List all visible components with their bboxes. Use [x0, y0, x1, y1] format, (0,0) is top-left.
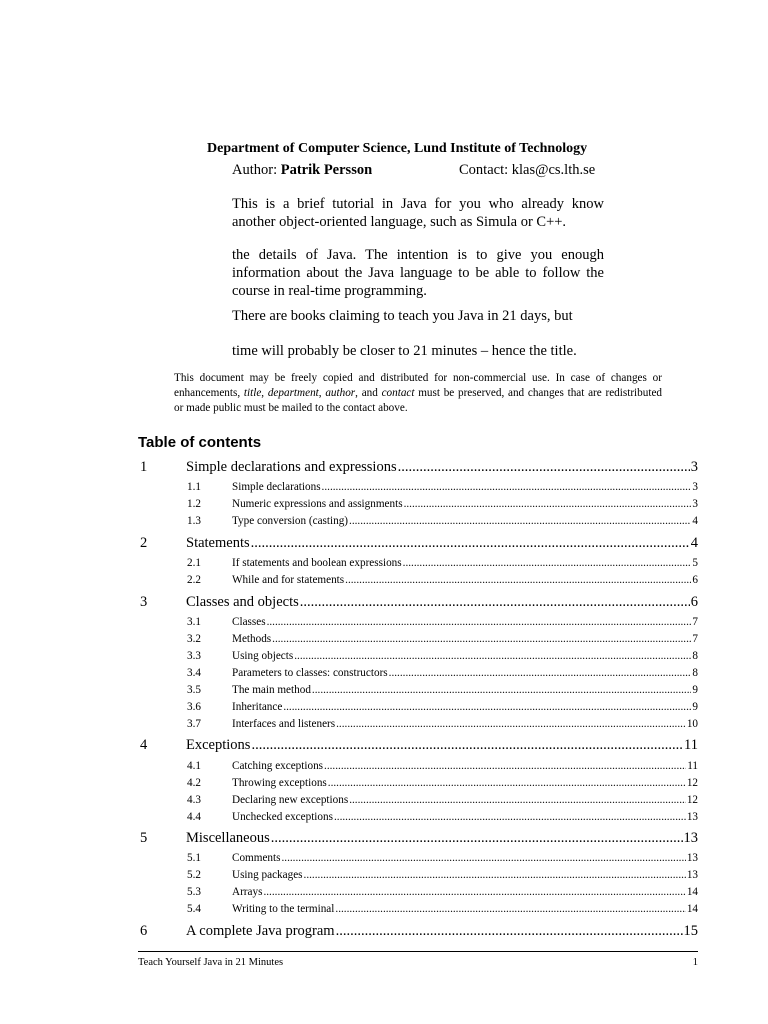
- toc-chapter-entry[interactable]: [140, 737, 698, 754]
- toc-entry-title: Simple declarations and expressions: [186, 459, 397, 475]
- toc-dot-leader: [281, 852, 685, 864]
- toc-entry-title: Unchecked exceptions: [232, 811, 333, 823]
- toc-entry-page: 15: [683, 923, 698, 939]
- author-label: Author:: [232, 162, 281, 178]
- toc-entry-number: 3.6: [187, 701, 201, 713]
- intro-paragraph-4: time will probably be closer to 21 minutes – hence the title.: [232, 343, 577, 359]
- toc-entry-title: Throwing exceptions: [232, 777, 327, 789]
- toc-section-entry[interactable]: [187, 852, 698, 864]
- author-line: [232, 162, 612, 179]
- toc-dot-leader: [389, 667, 692, 679]
- toc-dot-leader: [324, 760, 686, 772]
- toc-section-entry[interactable]: [187, 498, 698, 510]
- toc-entry-title: Using objects: [232, 650, 294, 662]
- toc-entry-number: 3: [140, 594, 148, 610]
- toc-section-entry[interactable]: [187, 886, 698, 898]
- toc-section-entry[interactable]: [187, 574, 698, 586]
- toc-entry-page: 3: [692, 498, 698, 510]
- toc-dot-leader: [334, 811, 686, 823]
- toc-chapter-entry[interactable]: [140, 594, 698, 611]
- toc-entry-page: 13: [683, 830, 698, 846]
- toc-section-entry[interactable]: [187, 794, 698, 806]
- toc-entry-page: 6: [690, 594, 698, 610]
- toc-entry-page: 9: [692, 701, 698, 713]
- toc-entry-page: 14: [686, 886, 698, 898]
- toc-entry-page: 7: [692, 633, 698, 645]
- toc-entry-number: 5.3: [187, 886, 201, 898]
- toc-dot-leader: [283, 701, 691, 713]
- toc-entry-number: 5: [140, 830, 148, 846]
- toc-entry-number: 3.2: [187, 633, 201, 645]
- toc-dot-leader: [263, 886, 685, 898]
- contact-info: Contact: klas@cs.lth.se: [459, 162, 596, 178]
- toc-section-entry[interactable]: [187, 718, 698, 730]
- toc-entry-page: 12: [686, 777, 698, 789]
- toc-entry-page: 9: [692, 684, 698, 696]
- copyright-notice: [174, 371, 662, 416]
- toc-entry-number: 3.4: [187, 667, 201, 679]
- toc-entry-title: Arrays: [232, 886, 263, 898]
- toc-entry-number: 1.2: [187, 498, 201, 510]
- toc-entry-title: Catching exceptions: [232, 760, 324, 772]
- toc-entry-number: 3.3: [187, 650, 201, 662]
- toc-entry-number: 5.4: [187, 903, 201, 915]
- toc-entry-page: 4: [692, 515, 698, 527]
- intro-paragraph-3: There are books claiming to teach you Java in 21 days, but: [232, 308, 573, 324]
- toc-entry-number: 5.1: [187, 852, 201, 864]
- toc-entry-title: Statements: [186, 535, 250, 551]
- toc-entry-title: Declaring new exceptions: [232, 794, 349, 806]
- toc-entry-number: 3.7: [187, 718, 201, 730]
- toc-dot-leader: [294, 650, 691, 662]
- toc-dot-leader: [300, 594, 690, 611]
- copyright-sep: ,: [261, 387, 268, 399]
- toc-dot-leader: [345, 574, 691, 586]
- toc-entry-number: 6: [140, 923, 148, 939]
- toc-section-entry[interactable]: [187, 760, 698, 772]
- toc-entry-page: 13: [686, 852, 698, 864]
- toc-dot-leader: [271, 830, 683, 847]
- toc-section-entry[interactable]: [187, 481, 698, 493]
- toc-section-entry[interactable]: [187, 633, 698, 645]
- toc-chapter-entry[interactable]: [140, 830, 698, 847]
- toc-section-entry[interactable]: [187, 650, 698, 662]
- author-name: Patrik Persson: [280, 162, 373, 178]
- footer-document-title: Teach Yourself Java in 21 Minutes: [138, 957, 284, 968]
- copyright-sep: , and: [355, 387, 382, 399]
- toc-dot-leader: [403, 557, 692, 569]
- toc-entry-page: 4: [690, 535, 698, 551]
- toc-entry-number: 2.2: [187, 574, 201, 586]
- toc-dot-leader: [267, 616, 692, 628]
- toc-entry-page: 6: [692, 574, 698, 586]
- toc-entry-title: Numeric expressions and assignments: [232, 498, 403, 510]
- toc-entry-title: Exceptions: [186, 737, 251, 753]
- toc-section-entry[interactable]: [187, 777, 698, 789]
- toc-entry-number: 4.3: [187, 794, 201, 806]
- toc-entry-title: Miscellaneous: [186, 830, 270, 846]
- toc-entry-page: 13: [686, 811, 698, 823]
- intro-paragraph-2: the details of Java. The intention is to give you enough information about the Java language to be able to follow the course in real-time programming.: [232, 247, 604, 299]
- toc-entry-number: 2: [140, 535, 148, 551]
- toc-entry-title: The main method: [232, 684, 311, 696]
- copyright-contact-term: contact: [381, 387, 415, 399]
- toc-entry-page: 3: [692, 481, 698, 493]
- toc-entry-title: Writing to the terminal: [232, 903, 335, 915]
- copyright-text: must be preserved, and changes that are redistributed or made public must be mailed to the contact above.: [174, 387, 663, 414]
- toc-dot-leader: [335, 903, 685, 915]
- toc-entry-page: 14: [686, 903, 698, 915]
- copyright-title-term: title: [243, 387, 262, 399]
- copyright-author-term: author: [325, 387, 356, 399]
- toc-dot-leader: [312, 684, 691, 696]
- toc-entry-title: Comments: [232, 852, 281, 864]
- copyright-sep: ,: [318, 387, 326, 399]
- toc-entry-page: 8: [692, 667, 698, 679]
- toc-entry-number: 1.3: [187, 515, 201, 527]
- toc-dot-leader: [336, 923, 683, 940]
- toc-entry-page: 10: [686, 718, 698, 730]
- toc-entry-title: Classes and objects: [186, 594, 299, 610]
- toc-entry-title: Inheritance: [232, 701, 283, 713]
- toc-entry-number: 4.4: [187, 811, 201, 823]
- intro-paragraph-1: This is a brief tutorial in Java for you who already know another object-oriented language, such as Simula or C++.: [232, 196, 604, 230]
- toc-section-entry[interactable]: [187, 701, 698, 713]
- toc-entry-title: Type conversion (casting): [232, 515, 349, 527]
- toc-dot-leader: [251, 737, 683, 754]
- footer-divider: [138, 951, 698, 952]
- toc-dot-leader: [304, 869, 686, 881]
- toc-chapter-entry[interactable]: [140, 459, 698, 476]
- copyright-department-term: department: [267, 387, 319, 399]
- toc-entry-number: 4: [140, 737, 148, 753]
- toc-dot-leader: [336, 718, 686, 730]
- toc-entry-number: 4.2: [187, 777, 201, 789]
- toc-entry-number: 1: [140, 459, 148, 475]
- toc-chapter-entry[interactable]: [140, 535, 698, 552]
- toc-section-entry[interactable]: [187, 811, 698, 823]
- toc-entry-number: 1.1: [187, 481, 201, 493]
- toc-section-entry[interactable]: [187, 684, 698, 696]
- toc-entry-page: 11: [687, 760, 698, 772]
- toc-entry-title: A complete Java program: [186, 923, 335, 939]
- toc-entry-number: 3.1: [187, 616, 201, 628]
- toc-chapter-entry[interactable]: [140, 923, 698, 940]
- toc-entry-page: 3: [690, 459, 698, 475]
- footer-page-number: 1: [692, 957, 698, 968]
- toc-entry-title: If statements and boolean expressions: [232, 557, 402, 569]
- toc-entry-title: Using packages: [232, 869, 303, 881]
- toc-entry-page: 12: [686, 794, 698, 806]
- toc-section-entry[interactable]: [187, 667, 698, 679]
- toc-entry-number: 5.2: [187, 869, 201, 881]
- toc-section-entry[interactable]: [187, 903, 698, 915]
- toc-dot-leader: [349, 515, 691, 527]
- toc-dot-leader: [251, 535, 690, 552]
- toc-entry-number: 2.1: [187, 557, 201, 569]
- toc-entry-title: Parameters to classes: constructors: [232, 667, 388, 679]
- toc-entry-title: Interfaces and listeners: [232, 718, 336, 730]
- toc-entry-title: Methods: [232, 633, 272, 645]
- toc-entry-page: 8: [692, 650, 698, 662]
- department-heading: Department of Computer Science, Lund Institute of Technology: [207, 141, 588, 156]
- toc-dot-leader: [404, 498, 692, 510]
- toc-entry-page: 11: [684, 737, 698, 753]
- toc-title: Table of contents: [138, 434, 262, 451]
- copyright-text: This document may be freely copied and distributed for non-commercial use. In case of changes or enhancements,: [174, 372, 662, 399]
- toc-entry-number: 4.1: [187, 760, 201, 772]
- toc-entry-title: Classes: [232, 616, 266, 628]
- toc-entry-number: 3.5: [187, 684, 201, 696]
- toc-dot-leader: [398, 459, 690, 476]
- toc-dot-leader: [349, 794, 686, 806]
- toc-section-entry[interactable]: [187, 515, 698, 527]
- toc-dot-leader: [322, 481, 692, 493]
- toc-section-entry[interactable]: [187, 869, 698, 881]
- toc-entry-page: 7: [692, 616, 698, 628]
- toc-entry-title: While and for statements: [232, 574, 345, 586]
- toc-dot-leader: [272, 633, 691, 645]
- toc-dot-leader: [328, 777, 686, 789]
- toc-entry-title: Simple declarations: [232, 481, 321, 493]
- toc-section-entry[interactable]: [187, 616, 698, 628]
- toc-entry-page: 5: [692, 557, 698, 569]
- toc-entry-page: 13: [686, 869, 698, 881]
- toc-section-entry[interactable]: [187, 557, 698, 569]
